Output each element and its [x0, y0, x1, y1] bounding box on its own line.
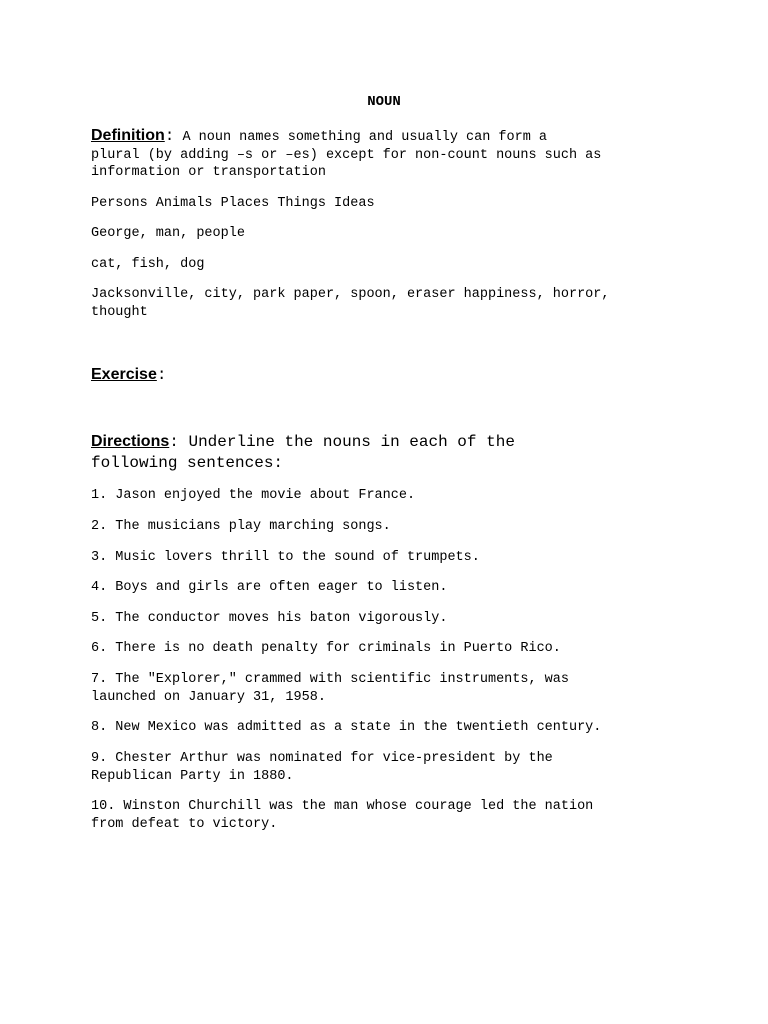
- directions-text: Underline the nouns in each of the following sentences:: [91, 433, 515, 472]
- definition-paragraph: [91, 127, 691, 182]
- sentence-4: 4. Boys and girls are often eager to listen.: [91, 580, 448, 595]
- example-places-things-ideas: Jacksonville, city, park paper, spoon, eraser happiness, horror, thought: [91, 287, 610, 320]
- sentence-3: 3. Music lovers thrill to the sound of trumpets.: [91, 550, 480, 565]
- example-animals: cat, fish, dog: [91, 257, 205, 272]
- exercise-colon: :: [156, 366, 167, 384]
- sentence-1: 1. Jason enjoyed the movie about France.: [91, 488, 416, 503]
- directions-colon: :: [169, 433, 179, 451]
- exercise-heading: [91, 364, 691, 386]
- definition-label: Definition: [91, 127, 165, 144]
- page-title: NOUN: [367, 94, 401, 110]
- definition-colon: :: [164, 127, 175, 145]
- sentence-5: 5. The conductor moves his baton vigorously.: [91, 611, 448, 626]
- directions-paragraph: [91, 431, 691, 474]
- sentence-10: 10. Winston Churchill was the man whose courage led the nation from defeat to victory.: [91, 799, 594, 832]
- definition-text: A noun names something and usually can form a plural (by adding –s or –es) except for non-count nouns such as information or transportation: [91, 130, 602, 180]
- sentence-6: 6. There is no death penalty for criminals in Puerto Rico.: [91, 641, 561, 656]
- sentence-7: 7. The "Explorer," crammed with scientific instruments, was launched on January 31, 1958.: [91, 672, 569, 705]
- exercise-label: Exercise: [91, 366, 157, 383]
- sentence-8: 8. New Mexico was admitted as a state in the twentieth century.: [91, 720, 602, 735]
- example-persons: George, man, people: [91, 226, 245, 241]
- categories-line: Persons Animals Places Things Ideas: [91, 196, 375, 211]
- sentence-9: 9. Chester Arthur was nominated for vice-president by the Republican Party in 1880.: [91, 751, 553, 784]
- sentence-2: 2. The musicians play marching songs.: [91, 519, 391, 534]
- directions-label: Directions: [91, 433, 170, 450]
